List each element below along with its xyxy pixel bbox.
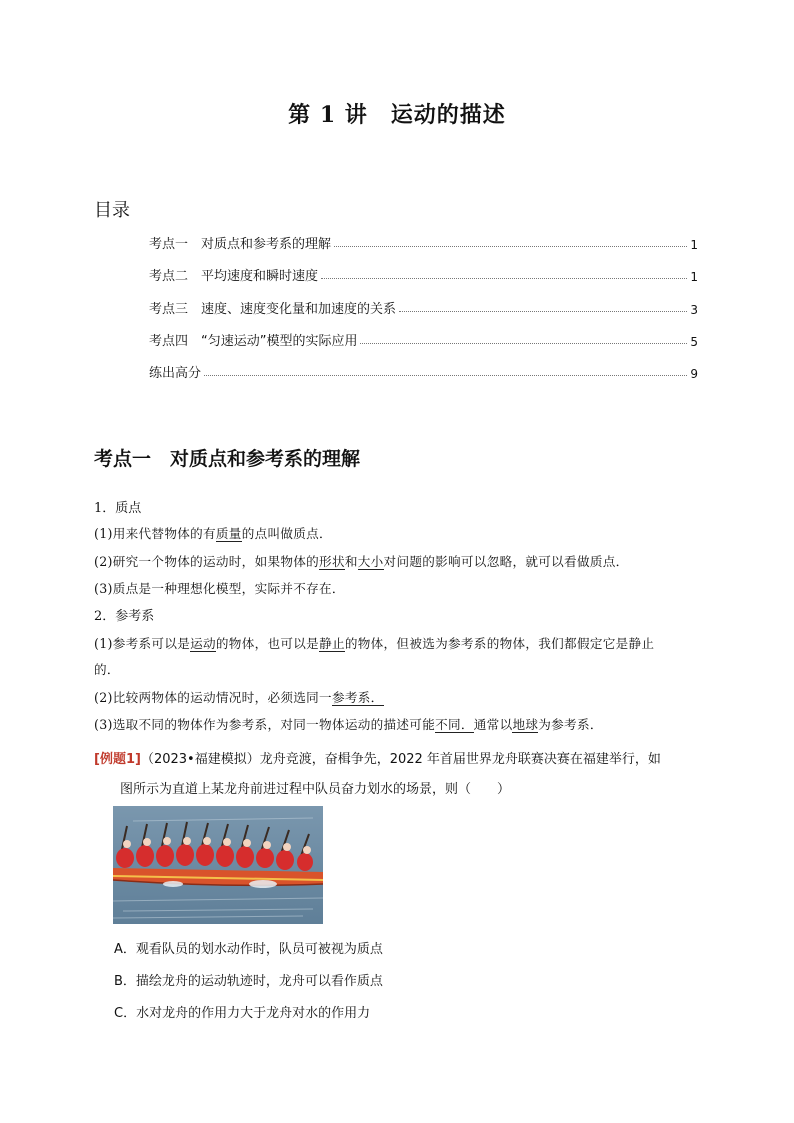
toc-item[interactable] <box>149 329 698 349</box>
toc-item-page: 1 <box>690 238 698 252</box>
subheading-zhidian: 1．质点 <box>94 501 142 516</box>
text: 和 <box>344 554 358 569</box>
paragraph-line: 的． <box>94 662 120 677</box>
underlined-term: 形状 <box>319 554 345 569</box>
underlined-term: 运动 <box>190 636 216 651</box>
toc-leader-dots <box>399 310 687 312</box>
text: (1)参考系可以是 <box>94 636 191 651</box>
toc-item-label: 考点四 “匀速运动”模型的实际应用 <box>149 334 358 349</box>
toc-item-label: 考点三 速度、速度变化量和加速度的关系 <box>149 302 397 317</box>
toc-item[interactable] <box>149 361 698 381</box>
option-b[interactable]: B．描绘龙舟的运动轨迹时，龙舟可以看作质点 <box>114 974 383 989</box>
toc-item-label: 练出高分 <box>149 366 202 381</box>
example-tag: [例题1] <box>94 752 141 767</box>
dragon-boat-illustration <box>113 806 323 924</box>
dragon-boat-photo <box>113 806 323 924</box>
underlined-term: 不同． <box>435 717 474 732</box>
underlined-term: 地球 <box>512 717 539 732</box>
toc-item-page: 1 <box>690 270 698 284</box>
paragraph-line <box>94 551 629 570</box>
option-a[interactable]: A．观看队员的划水动作时，队员可被视为质点 <box>114 942 383 957</box>
underlined-term: 质量 <box>215 526 242 541</box>
text: 的物体，但被选为参考系的物体，我们都假定它是静止 <box>344 636 655 651</box>
toc-item[interactable] <box>149 264 698 284</box>
underlined-term: 静止 <box>319 636 345 651</box>
underlined-term: 大小 <box>357 554 384 569</box>
page-title: 第 1 讲 运动的描述 <box>288 102 506 128</box>
toc-heading: 目录 <box>94 200 130 221</box>
toc-item-label: 考点二 平均速度和瞬时速度 <box>149 269 319 284</box>
option-c[interactable]: C．水对龙舟的作用力大于龙舟对水的作用力 <box>114 1006 371 1021</box>
paragraph-line: (3)质点是一种理想化模型，实际并不存在． <box>94 581 345 596</box>
underlined-term: 参考系． <box>331 690 384 705</box>
text: 通常以 <box>473 717 513 732</box>
text: (1)用来代替物体的有 <box>94 526 216 541</box>
toc-item[interactable] <box>149 232 698 252</box>
example-text: （2023•福建模拟）龙舟竞渡，奋楫争先，2022 年首届世界龙舟联赛决赛在福建举行，如 <box>140 752 661 767</box>
toc-item-page: 5 <box>690 335 698 349</box>
toc-item[interactable] <box>149 297 698 317</box>
paragraph-line <box>94 633 654 652</box>
text: 对问题的影响可以忽略，就可以看做质点． <box>383 554 629 569</box>
example-question-line: 图所示为直道上某龙舟前进过程中队员奋力划水的场景，则（ ） <box>120 782 511 797</box>
text: (3)选取不同的物体作为参考系，对同一物体运动的描述可能 <box>94 717 436 732</box>
subheading-cankaoxi: 2．参考系 <box>94 609 155 624</box>
toc-item-label: 考点一 对质点和参考系的理解 <box>149 237 332 252</box>
toc-leader-dots <box>360 342 687 344</box>
paragraph-line <box>94 687 384 706</box>
text: 的点叫做质点． <box>241 526 332 541</box>
text: (2)比较两物体的运动情况时，必须选同一 <box>94 690 332 705</box>
paragraph-line <box>94 523 332 542</box>
example-question-line <box>94 748 661 767</box>
toc-item-page: 3 <box>690 303 698 317</box>
section-heading: 考点一 对质点和参考系的理解 <box>94 448 361 470</box>
toc-leader-dots <box>321 277 687 279</box>
toc-item-page: 9 <box>690 367 698 381</box>
text: 为参考系． <box>538 717 603 732</box>
text: (2)研究一个物体的运动时，如果物体的 <box>94 554 320 569</box>
text: 的物体，也可以是 <box>215 636 320 651</box>
paragraph-line <box>94 714 603 733</box>
toc-leader-dots <box>334 245 687 247</box>
toc-leader-dots <box>204 374 687 376</box>
